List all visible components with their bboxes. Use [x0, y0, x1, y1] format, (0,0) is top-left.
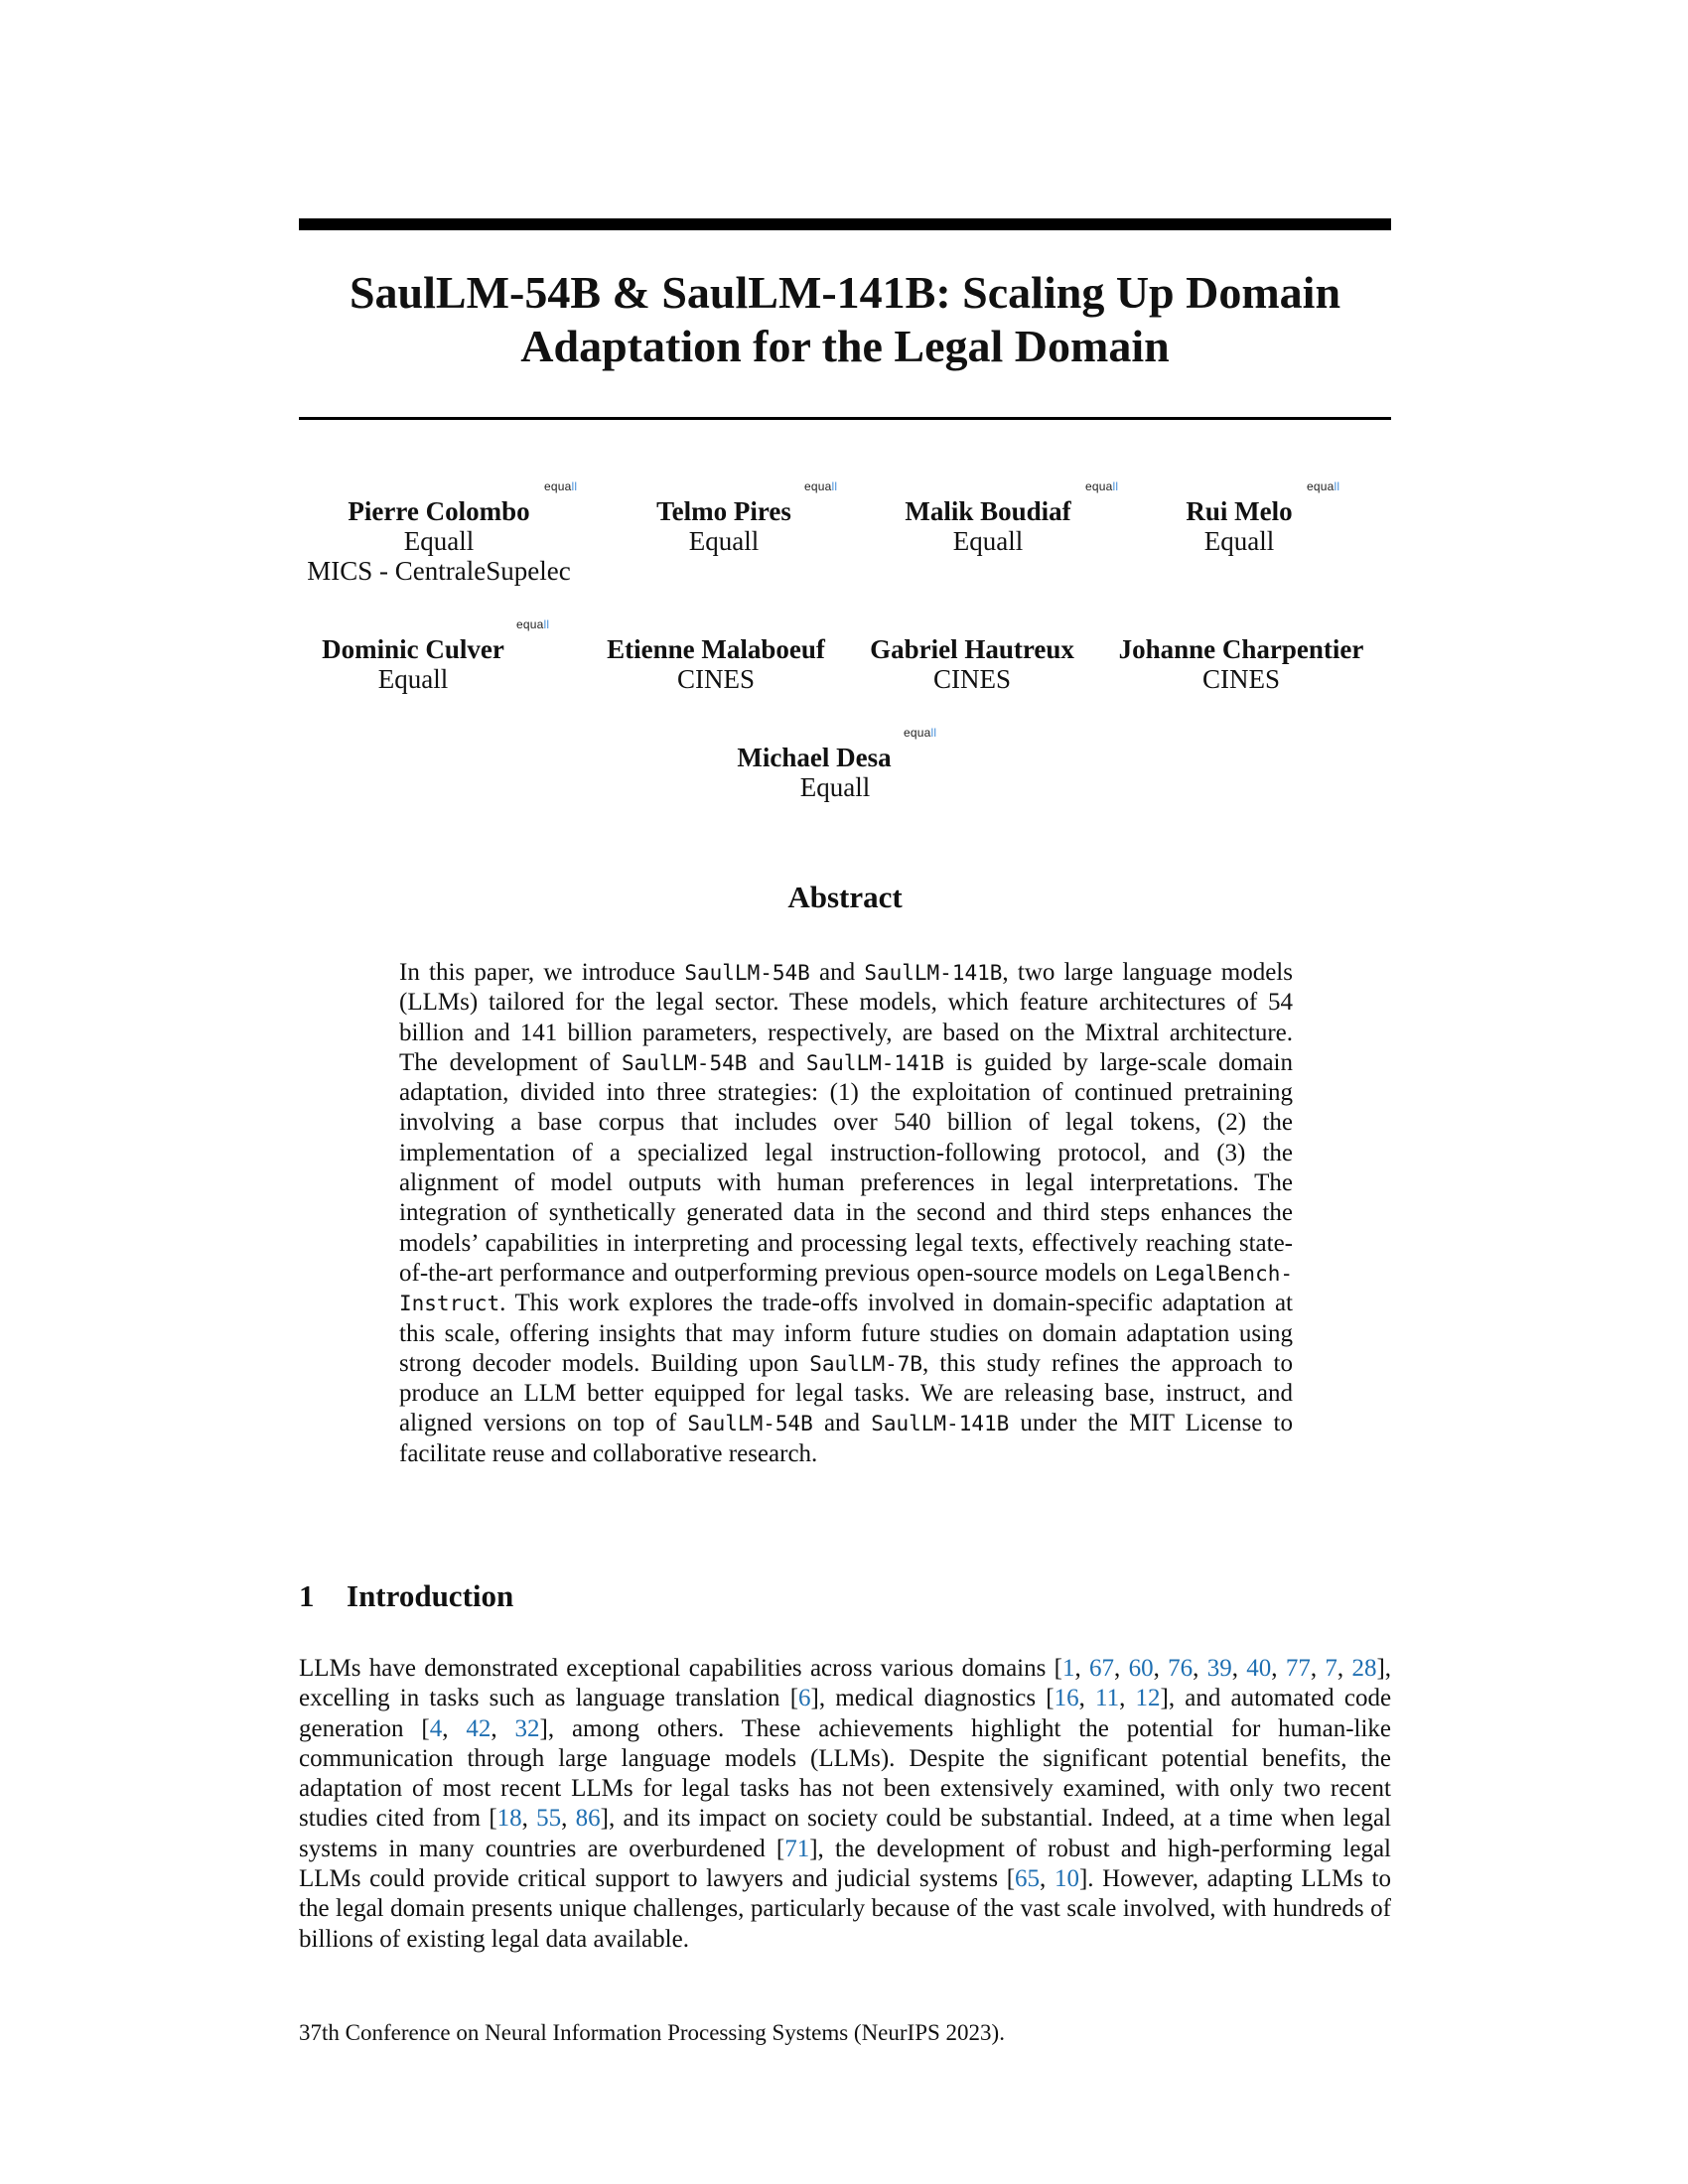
- citation-link[interactable]: 10: [1054, 1865, 1079, 1893]
- model-name-code: SaulLM-7B: [809, 1351, 923, 1376]
- body-text: and: [809, 959, 865, 986]
- body-text: is guided by large-scale domain adaptation, divided into three strategies: (1) the exploitation of continued pretraining involving a base corpus that includes over 540 billion of legal tokens, (2) the implementation of a specialized legal instruction-following protocol, and (3) the alignment of model outputs with human preferences in legal interpretations. The integration of synthetically generated data in the second and third steps enhances the models’ capabilities in interpreting and processing legal texts, effectively reaching state-of-the-art performance and outperforming previous open-source models on: [399, 1048, 1293, 1287]
- citation-link[interactable]: 11: [1095, 1685, 1120, 1712]
- citation-link[interactable]: 67: [1089, 1655, 1115, 1682]
- equall-logo: equall: [544, 479, 578, 493]
- citation-link[interactable]: 42: [466, 1714, 492, 1742]
- body-text: ,: [1153, 1655, 1169, 1682]
- author-block: [1060, 496, 1418, 556]
- top-rule: [299, 218, 1391, 230]
- body-text: ,: [561, 1805, 576, 1833]
- model-name-code: SaulLM-54B: [684, 961, 810, 985]
- body-text: ], medical diagnostics [: [810, 1685, 1055, 1712]
- body-text: In this paper, we introduce: [399, 959, 685, 986]
- title-line-2: Adaptation for the Legal Domain: [520, 321, 1170, 371]
- conference-footnote: 37th Conference on Neural Information Processing Systems (NeurIPS 2023).: [299, 2020, 1005, 2045]
- body-text: under the MIT License to facilitate reuse and collaborative research.: [399, 1410, 1293, 1467]
- author-affiliation: MICS - CentraleSupelec: [307, 556, 571, 586]
- citation-link[interactable]: 86: [575, 1805, 601, 1833]
- section-heading: [299, 1578, 513, 1614]
- author-affiliation: CINES: [676, 664, 755, 694]
- author-affiliation: CINES: [932, 664, 1011, 694]
- citation-link[interactable]: 7: [1325, 1655, 1337, 1682]
- body-text: and: [812, 1410, 872, 1437]
- body-text: and: [747, 1048, 806, 1076]
- body-text: ,: [491, 1714, 515, 1742]
- body-text: ,: [1336, 1655, 1352, 1682]
- body-text: ]. However, adapting LLMs to the legal domain presents unique challenges, particularly because of the vast scale involved, with hundreds of billions of existing legal data available.: [299, 1865, 1392, 1953]
- body-text: ], among others. These achievements highlight the potential for human-like communication through large language models (LLMs). Despite the significant potential benefits, the adaptation of most recent LLMs for legal tasks has not been extensively examined, with only two recent studies cited from [: [299, 1714, 1392, 1833]
- abstract-body: [399, 958, 1293, 1469]
- author-affiliation: Equall: [403, 526, 475, 556]
- equall-logo: equall: [904, 726, 937, 740]
- body-text: ,: [1040, 1865, 1055, 1893]
- model-name-code: SaulLM-54B: [687, 1412, 813, 1436]
- body-text: LLMs have demonstrated exceptional capabilities across various domains [: [299, 1655, 1062, 1682]
- body-text: ,: [1310, 1655, 1326, 1682]
- author-name: Dominic Culver: [322, 634, 504, 664]
- author-name: Malik Boudiaf: [905, 496, 1071, 526]
- author-name: Michael Desa: [737, 743, 892, 772]
- citation-link[interactable]: 32: [514, 1714, 540, 1742]
- citation-link[interactable]: 18: [496, 1805, 522, 1833]
- body-text: ,: [1074, 1655, 1090, 1682]
- author-block: [1062, 634, 1420, 694]
- title-rule: [299, 417, 1391, 420]
- citation-link[interactable]: 12: [1135, 1685, 1161, 1712]
- body-text: ,: [1078, 1685, 1096, 1712]
- author-block: [635, 743, 993, 802]
- author-name: Rui Melo: [1186, 496, 1293, 526]
- author-name: Pierre Colombo: [348, 496, 530, 526]
- body-text: . This work explores the trade-offs involved in domain-specific adaptation at this scale, offering insights that may inform future studies on domain adaptation using strong decoder models. Building upon: [399, 1290, 1293, 1377]
- body-text: ], the development of robust and high-performing legal LLMs could provide critical support to lawyers and judicial systems [: [299, 1835, 1391, 1893]
- citation-link[interactable]: 39: [1206, 1655, 1232, 1682]
- model-name-code: SaulLM-141B: [871, 1412, 1010, 1436]
- section-number: 1: [299, 1578, 315, 1613]
- model-name-code: LegalBench-Instruct: [399, 1261, 1293, 1316]
- equall-logo: equall: [516, 617, 550, 631]
- author-affiliation: Equall: [377, 664, 449, 694]
- body-text: ,: [521, 1805, 537, 1833]
- equall-logo: equall: [1307, 479, 1340, 493]
- citation-link[interactable]: 1: [1061, 1655, 1075, 1682]
- body-text: ,: [1119, 1685, 1136, 1712]
- equall-logo: equall: [1085, 479, 1119, 493]
- abstract-heading: Abstract: [787, 880, 903, 914]
- citation-link[interactable]: 60: [1128, 1655, 1154, 1682]
- author-affiliation: Equall: [688, 526, 760, 556]
- body-text: ,: [1114, 1655, 1129, 1682]
- body-text: ,: [1231, 1655, 1247, 1682]
- citation-link[interactable]: 6: [798, 1685, 811, 1712]
- citation-link[interactable]: 71: [784, 1835, 810, 1862]
- author-affiliation: Equall: [952, 526, 1024, 556]
- body-text: ,: [442, 1714, 467, 1742]
- introduction-paragraph: [299, 1654, 1391, 1955]
- model-name-code: SaulLM-141B: [805, 1050, 944, 1075]
- author-affiliation: Equall: [799, 772, 871, 802]
- paper-title: [299, 266, 1391, 373]
- citation-link[interactable]: 4: [429, 1714, 443, 1742]
- author-affiliation: CINES: [1201, 664, 1280, 694]
- section-title: Introduction: [347, 1578, 514, 1613]
- author-name: Etienne Malaboeuf: [607, 634, 825, 664]
- citation-link[interactable]: 77: [1285, 1655, 1311, 1682]
- citation-link[interactable]: 76: [1168, 1655, 1194, 1682]
- author-name: Telmo Pires: [656, 496, 791, 526]
- author-affiliation: Equall: [1203, 526, 1275, 556]
- body-text: ], and its impact on society could be substantial. Indeed, at a time when legal systems in many countries are overburdened [: [299, 1805, 1392, 1862]
- equall-logo: equall: [804, 479, 838, 493]
- body-text: ], and automated code generation [: [299, 1685, 1392, 1742]
- citation-link[interactable]: 40: [1246, 1655, 1272, 1682]
- body-text: , this study refines the approach to produce an LLM better equipped for legal tasks. We are releasing base, instruct, and aligned versions on top of: [399, 1349, 1293, 1437]
- author-name: Johanne Charpentier: [1118, 634, 1364, 664]
- body-text: ,: [1193, 1655, 1207, 1682]
- citation-link[interactable]: 28: [1351, 1655, 1377, 1682]
- model-name-code: SaulLM-54B: [621, 1050, 748, 1075]
- citation-link[interactable]: 65: [1015, 1865, 1041, 1893]
- author-name: Gabriel Hautreux: [870, 634, 1074, 664]
- citation-link[interactable]: 16: [1054, 1685, 1079, 1712]
- body-text: ], excelling in tasks such as language translation [: [299, 1655, 1392, 1712]
- title-line-1: SaulLM-54B & SaulLM-141B: Scaling Up Domain: [349, 267, 1341, 318]
- body-text: , two large language models (LLMs) tailored for the legal sector. These models, which feature architectures of 54 billion and 141 billion parameters, respectively, are based on the Mixtral architecture. The development of: [399, 959, 1293, 1076]
- citation-link[interactable]: 55: [536, 1805, 562, 1833]
- body-text: ,: [1271, 1655, 1286, 1682]
- model-name-code: SaulLM-141B: [864, 961, 1003, 985]
